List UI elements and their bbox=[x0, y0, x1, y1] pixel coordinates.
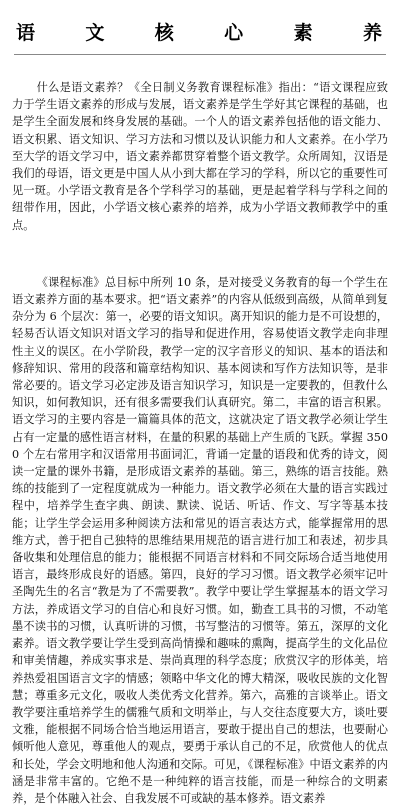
title-char: 核 bbox=[154, 21, 174, 44]
document-title bbox=[10, 14, 390, 48]
title-char: 语 bbox=[16, 21, 36, 44]
title-char: 素 bbox=[293, 21, 313, 44]
title-char: 心 bbox=[224, 21, 244, 44]
paragraph-intro: 什么是语文素养？《全日制义务教育课程标准》指出：“语文课程应致力于学生语文素养的形成与发展，语文素养是学生学好其它课程的基础，也是学生全面发展和终身发展的基础。一个人的语文素养包括他的语文能力、语文积累、语文知识、学习方法和习惯以及认识能力和人文素养。在小学乃至大学的语文学习中，语文素养都贯穿着整个语文教学。众所周知，汉语是我们的母语，语文更是中国人从小到大都在学习的学科，所以它的重要性可见一斑。小学语文教育是各个学科学习的基础，更是起着学科与学科之间的纽带作用，因此，小学语文核心素养的培养，成为小学语文教师教学中的重点。 bbox=[12, 81, 388, 232]
paragraph-curriculum-standard: 《课程标准》总目标中所列 10 条，是对接受义务教育的每一个学生在语文素养方面的基本要求。把“语文素养”的内容从低级到高级，从简单到复杂分为 6 个层次：第一，必要的语文知识。离开知识的能力是不可设想的，轻易否认语文知识对语文学习的指导和促进作用，容易使语文教学走向非理性主义的误区。在小学阶段，教学一定的汉字音形义的知识、基本的语法和修辞知识、常用的段落和篇章结构知识、基本阅读和写作方法知识等，是非常必要的。语文学习必定涉及语言知识学习，知识是一定要教的，但教什么知识，如何教知识，还有很多需要我们认真研究。第二，丰富的语言积累。语文学习的主要内容是一篇篇具体的范文，这就决定了语文教学必须让学生占有一定量的感性语言材料，在量的积累的基础上产生质的飞跃。掌握 3500 个左右常用字和汉语常用书面词汇，背诵一定量的语段和优秀的诗文，阅读一定量的课外书籍，是形成语文素养的基础。第三，熟练的语言技能。熟练的技能到了一定程度就成为一种能力。语文教学必须在大量的语言实践过程中，培养学生查字典、朗读、默读、说话、听话、作文、写字等基本技能；让学生学会运用多种阅读方法和常见的语言表达方式，能掌握常用的思维方式，善于把自己独特的思维结果用规范的语言进行加工和表述，初步具备收集和处理信息的能力；能根据不同语言材料和不同交际场合适当地使用语言，最终形成良好的语感。第四，良好的学习习惯。语文教学必须牢记叶圣陶先生的名言“教是为了不需要教”。教学中要让学生掌握基本的语文学习方法，养成语文学习的自信心和良好习惯。如，勤查工具书的习惯，不动笔墨不读书的习惯，认真听讲的习惯，书写整洁的习惯等。第五，深厚的文化素养。语文教学要让学生受到高尚情操和趣味的熏陶，提高学生的文化品位和审美情趣，养成实事求是、崇尚真理的科学态度；欣赏汉字的形体美，培养热爱祖国语言文字的情感；领略中华文化的博大精深，吸收民族的文化智慧；尊重多元文化，吸收人类优秀文化营养。第六，高雅的言谈举止。语文教学要注重培养学生的儒雅气质和文明举止，与人交往态度要大方，谈吐要文雅，能根据不同场合恰当地运用语言，要敢于提出自己的想法，也要耐心倾听他人意见，尊重他人的观点，要勇于承认自己的不足，欣赏他人的优点和长处，学会文明地和他人沟通和交际。可见，《课程标准》中语文素养的内涵是非常丰富的。它绝不是一种纯粹的语言技能，而是一种综合的文明素养，是个体融入社会、自我发展不可或缺的基本修养。语文素养 bbox=[12, 275, 388, 805]
title-char: 文 bbox=[85, 21, 105, 44]
title-divider bbox=[14, 54, 386, 55]
title-char: 养 bbox=[362, 21, 382, 44]
